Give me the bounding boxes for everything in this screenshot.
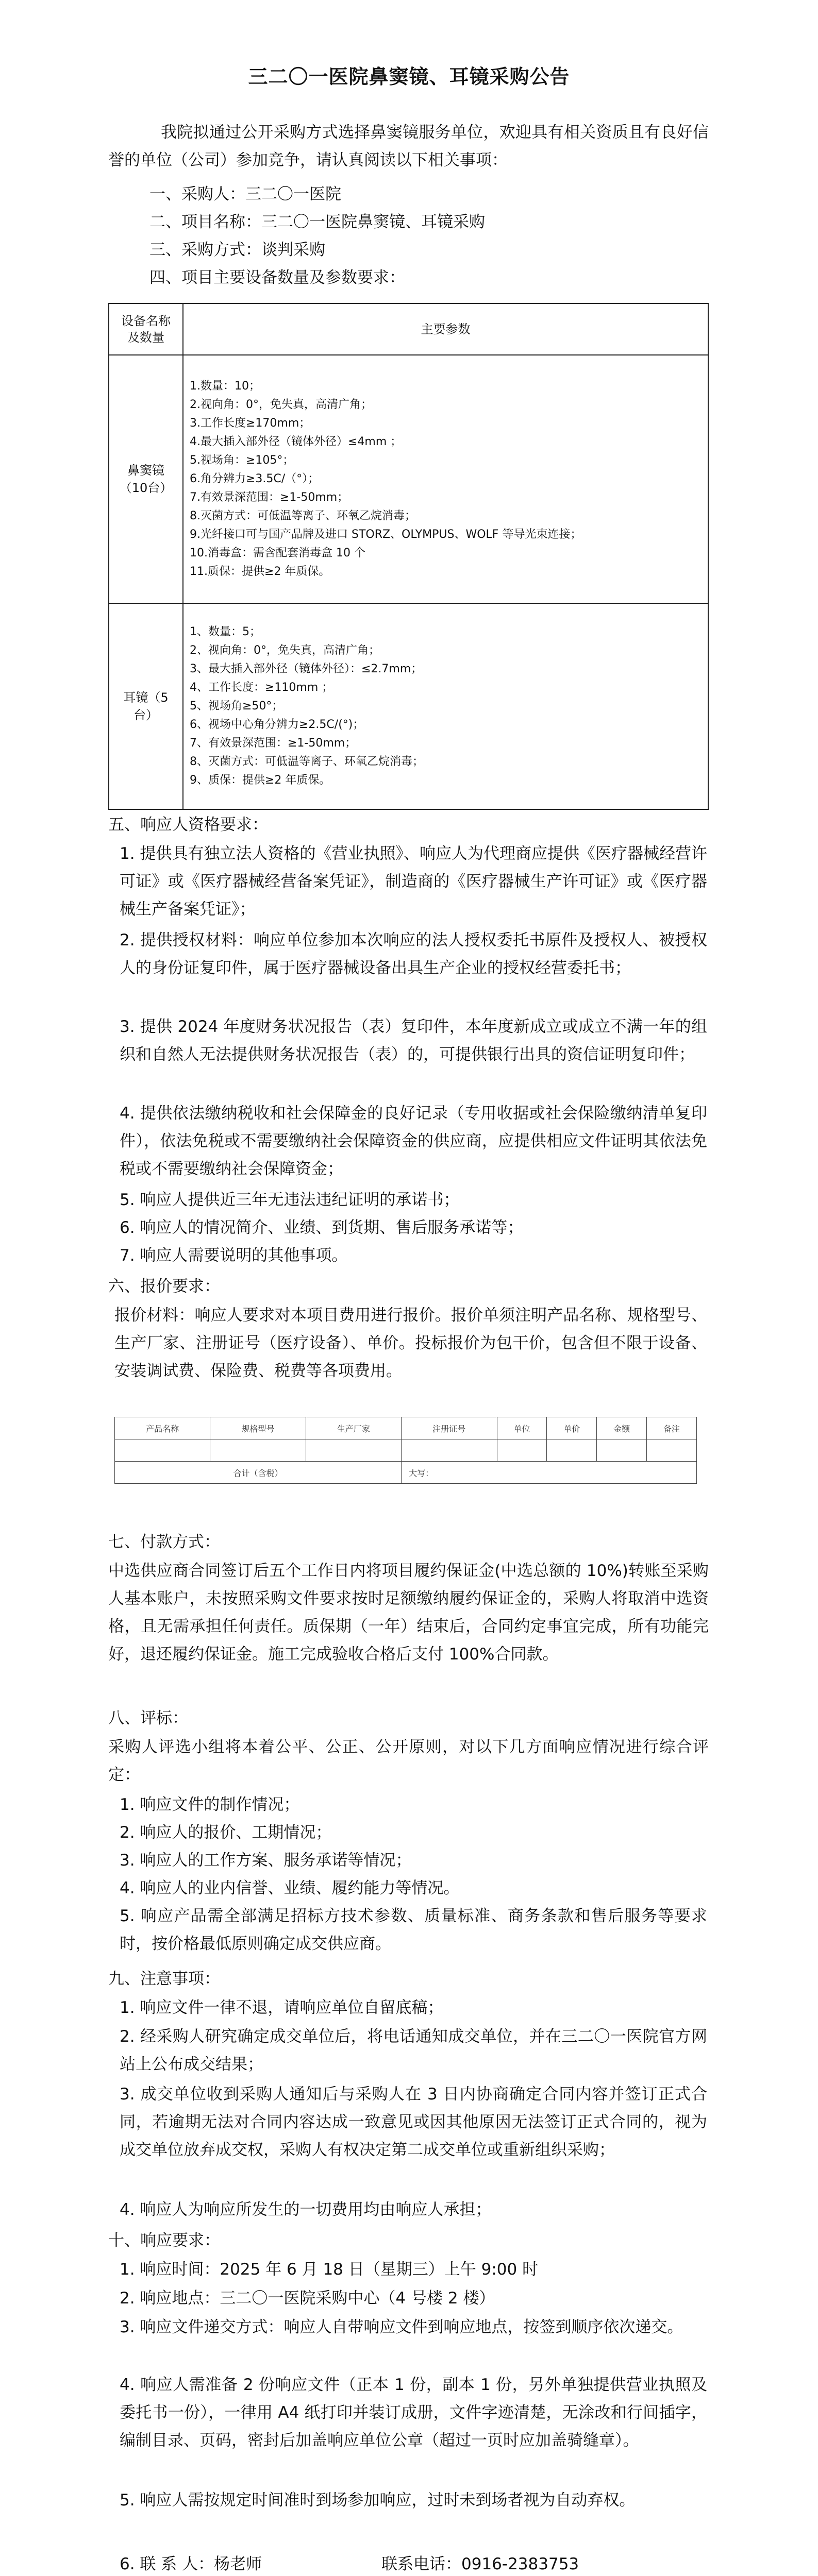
- spec-device-qty: 台）: [133, 708, 158, 722]
- price-header-product: 产品名称: [115, 1417, 210, 1439]
- qualification-item: 6. 响应人的情况简介、业绩、到货期、售后服务承诺等；: [120, 1218, 524, 1237]
- spec-params-sinuscope: [183, 355, 708, 603]
- spec-item: 9、质保：提供≥2 年质保。: [190, 774, 331, 787]
- notice-item: 3. 成交单位收到采购人通知后与采购人在 3 日内协商确定合同内容并签订正式合同，若逾期无法对合同内容达成一致意见或因其他原因无法签订正式合同的，视为成交单位放弃成交权，采购人有权决定第二成交单位或重新组织采购；: [120, 2085, 707, 2159]
- notice-item: 4. 响应人为响应所发生的一切费用均由响应人承担；: [120, 2200, 492, 2219]
- response-item: 5. 响应人需按规定时间准时到场参加响应，过时未到场者视为自动弃权。: [120, 2491, 636, 2510]
- spec-device-name: 耳镜（5: [123, 690, 169, 705]
- criteria-item: 2. 响应人的报价、工期情况；: [120, 1823, 332, 1842]
- spec-item: 1.数量：10；: [190, 380, 260, 393]
- price-cell: [547, 1439, 597, 1462]
- page-title: 三二〇一医院鼻窦镜、耳镜采购公告: [248, 65, 570, 88]
- response-item: 2. 响应地点：三二〇一医院采购中心（4 号楼 2 楼）: [120, 2289, 495, 2308]
- price-cell: [497, 1439, 547, 1462]
- spec-item: 9.光纤接口可与国产品牌及进口 STORZ、OLYMPUS、WOLF 等导光束连接；: [190, 528, 582, 541]
- qualification-item: 5. 响应人提供近三年无违法违纪证明的承诺书；: [120, 1191, 460, 1209]
- spec-table: [108, 303, 709, 810]
- section-6-text: 报价材料：响应人要求对本项目费用进行报价。报价单须注明产品名称、规格型号、生产厂家、注册证号（医疗设备）、单价。投标报价为包干价，包含但不限于设备、安装调试费、保险费、税费等各项费用。: [114, 1306, 707, 1380]
- section-7-title: 七、付款方式：: [108, 1533, 220, 1551]
- section-8-list: [120, 1791, 707, 1960]
- spec-device-qty: （10台）: [119, 481, 173, 495]
- price-header-maker: 生产厂家: [306, 1417, 401, 1439]
- spec-item: 3.工作长度≥170mm；: [190, 417, 311, 430]
- outline-method: 三、采购方式：谈判采购: [149, 241, 325, 259]
- outline-purchaser: 一、采购人：三二〇一医院: [149, 185, 341, 204]
- price-cell: [306, 1439, 401, 1462]
- section-5-title: 五、响应人资格要求：: [108, 816, 268, 834]
- criteria-item: 1. 响应文件的制作情况；: [120, 1795, 300, 1814]
- section-10-title: 十、响应要求：: [108, 2231, 220, 2250]
- spec-item: 2.视向角：0°，免失真，高清广角；: [190, 398, 372, 411]
- price-cell: [210, 1439, 306, 1462]
- response-item: 1. 响应时间：2025 年 6 月 18 日（星期三）上午 9:00 时: [120, 2260, 539, 2279]
- notice-item: 1. 响应文件一律不退，请响应单位自留底稿；: [120, 1998, 444, 2017]
- section-8-title: 八、评标：: [108, 1709, 188, 1727]
- price-header-model: 规格型号: [210, 1417, 306, 1439]
- spec-header-device-line2: 及数量: [127, 330, 164, 345]
- qualification-item: 4. 提供依法缴纳税收和社会保障金的良好记录（专用收据或社会保险缴纳清单复印件），依法免税或不需要缴纳社会保障资金的供应商，应提供相应文件证明其依法免税或不需要缴纳社会保障资金；: [120, 1104, 707, 1178]
- spec-item: 8、灭菌方式：可低温等离子、环氧乙烷消毒；: [190, 755, 424, 768]
- outline-project-name: 二、项目名称：三二〇一医院鼻窦镜、耳镜采购: [149, 213, 485, 231]
- price-total-label: 合计（含税）: [115, 1462, 402, 1484]
- spec-header-device: [109, 303, 183, 355]
- spec-item: 11.质保：提供≥2 年质保。: [190, 565, 330, 578]
- spec-device-name: 鼻窦镜: [127, 463, 164, 478]
- criteria-item: 5. 响应产品需全部满足招标方技术参数、质量标准、商务条款和售后服务等要求时，按价格最低原则确定成交供应商。: [120, 1907, 707, 1953]
- spec-item: 7、有效景深范围：≥1-50mm；: [190, 737, 357, 750]
- outline-equipment: 四、项目主要设备数量及参数要求：: [149, 268, 405, 287]
- spec-item: 4.最大插入部外径（镜体外径）≤4mm ；: [190, 435, 402, 448]
- section-5-list: [120, 840, 707, 1269]
- contact-phone: 联系电话：0916-2383753: [381, 2555, 579, 2573]
- contact-person: 6. 联 系 人：杨老师: [120, 2555, 262, 2573]
- price-header-unit: 单位: [497, 1417, 547, 1439]
- spec-item: 6.角分辨力≥3.5C/（°）；: [190, 472, 320, 485]
- spec-item: 5、视场角≥50°；: [190, 700, 283, 713]
- price-cell: [402, 1439, 497, 1462]
- spec-item: 2、视向角：0°，免失真，高清广角；: [190, 644, 380, 657]
- response-item: 3. 响应文件递交方式：响应人自带响应文件到响应地点，按签到顺序依次递交。: [120, 2318, 683, 2336]
- qualification-item: 1. 提供具有独立法人资格的《营业执照》、响应人为代理商应提供《医疗器械经营许可证》或《医疗器械经营备案凭证》，制造商的《医疗器械生产许可证》或《医疗器械生产备案凭证》；: [120, 844, 707, 919]
- qualification-item: 2. 提供授权材料：响应单位参加本次响应的法人授权委托书原件及授权人、被授权人的身份证复印件，属于医疗器械设备出具生产企业的授权经营委托书；: [120, 931, 707, 977]
- criteria-item: 3. 响应人的工作方案、服务承诺等情况；: [120, 1851, 412, 1870]
- price-header-reg: 注册证号: [402, 1417, 497, 1439]
- price-header-remark: 备注: [647, 1417, 697, 1439]
- spec-device-sinuscope: [109, 355, 183, 603]
- notice-item: 2. 经采购人研究确定成交单位后，将电话通知成交单位，并在三二〇一医院官方网站上公布成交结果；: [120, 2027, 707, 2074]
- spec-item: 5.视场角：≥105°；: [190, 454, 294, 467]
- criteria-item: 4. 响应人的业内信誉、业绩、履约能力等情况。: [120, 1879, 460, 1897]
- spec-params-otoscope: [183, 603, 708, 809]
- intro-paragraph: 我院拟通过公开采购方式选择鼻窦镜服务单位，欢迎具有相关资质且有良好信誉的单位（公司）参加竞争，请认真阅读以下相关事项：: [108, 123, 709, 170]
- spec-item: 1、数量：5；: [190, 625, 261, 638]
- spec-item: 7.有效景深范围：≥1-50mm；: [190, 491, 349, 504]
- spec-item: 8.灭菌方式：可低温等离子、环氧乙烷消毒；: [190, 510, 416, 522]
- spec-item: 4、工作长度：≥110mm ；: [190, 681, 333, 694]
- section-10-list: [120, 2256, 707, 2544]
- section-8-text: 采购人评选小组将本着公平、公正、公开原则，对以下几方面响应情况进行综合评定：: [108, 1738, 709, 1784]
- price-cell: [115, 1439, 210, 1462]
- section-7-text: 中选供应商合同签订后五个工作日内将项目履约保证金(中选总额的 10%)转账至采购人基本账户，未按照采购文件要求按时足额缴纳履约保证金的，采购人将取消中选资格，且无需承担任何责任。质保期（一年）结束后，合同约定事宜完成，所有功能完好，退还履约保证金。施工完成验收合格后支付 100%合同款。: [108, 1562, 709, 1664]
- price-cell: [597, 1439, 647, 1462]
- price-header-price: 单价: [547, 1417, 597, 1439]
- price-upper-label: 大写：: [402, 1462, 697, 1484]
- spec-header-device-line1: 设备名称: [121, 314, 171, 328]
- price-cell: [647, 1439, 697, 1462]
- qualification-item: 7. 响应人需要说明的其他事项。: [120, 1246, 348, 1265]
- spec-item: 3、最大插入部外径（镜体外径）：≤2.7mm；: [190, 663, 423, 675]
- spec-device-otoscope: [109, 603, 183, 809]
- spec-header-params: 主要参数: [183, 303, 708, 355]
- section-9-title: 九、注意事项：: [108, 1970, 220, 1988]
- section-9-list: [120, 1994, 707, 2225]
- spec-item: 10.消毒盒：需含配套消毒盒 10 个: [190, 547, 365, 560]
- response-item: 4. 响应人需准备 2 份响应文件（正本 1 份，副本 1 份，另外单独提供营业执照及委托书一份），一律用 A4 纸打印并装订成册，文件字迹清楚，无涂改和行间插字，编制目录、页码，密封后加盖响应单位公章（超过一页时应加盖骑缝章）。: [120, 2376, 707, 2450]
- price-header-amount: 金额: [597, 1417, 647, 1439]
- spec-item: 6、视场中心角分辨力≥2.5C/(°)；: [190, 718, 364, 731]
- section-6-title: 六、报价要求：: [108, 1277, 220, 1296]
- price-table: [114, 1417, 697, 1484]
- qualification-item: 3. 提供 2024 年度财务状况报告（表）复印件，本年度新成立或成立不满一年的组织和自然人无法提供财务状况报告（表）的，可提供银行出具的资信证明复印件；: [120, 1018, 707, 1064]
